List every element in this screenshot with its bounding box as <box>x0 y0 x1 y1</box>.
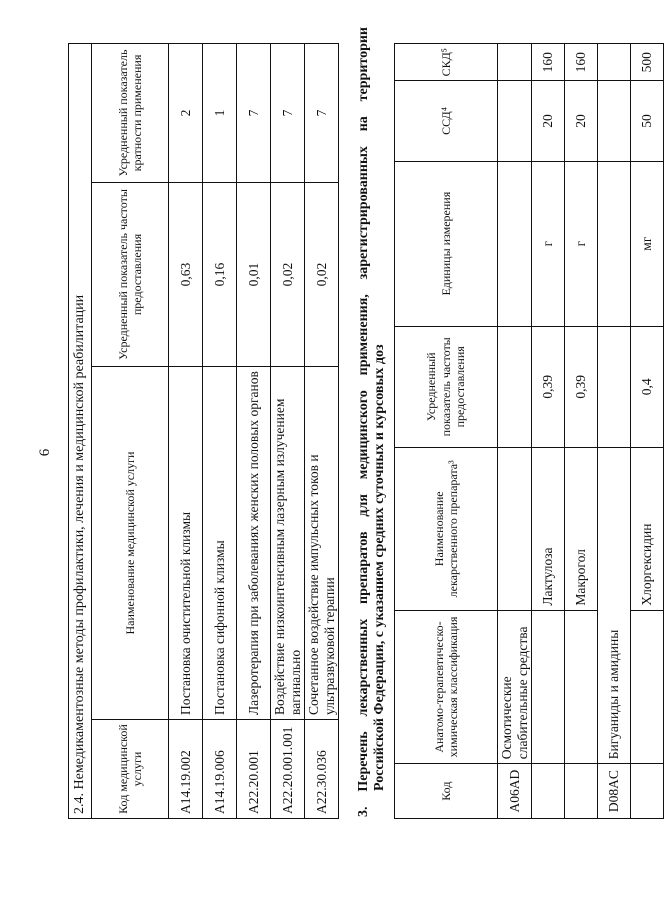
service-name: Лазеротерапия при заболеваниях женских половых органов <box>237 367 271 720</box>
header-frequency: Усредненный показатель частоты предоставления <box>92 183 169 367</box>
service-code: A22.20.001 <box>237 720 271 819</box>
service-name: Сочетанное воздействие импульсных токов и ультразвуковой терапии <box>305 367 339 720</box>
atc-code <box>532 764 565 819</box>
service-code: A14.19.006 <box>203 720 237 819</box>
table-row <box>169 44 203 819</box>
header-skd: СКД⁵ <box>395 44 498 81</box>
header-frequency: Усредненный показатель частоты предоставления <box>395 326 498 447</box>
service-code: A14.19.002 <box>169 720 203 819</box>
drug-unit <box>498 161 532 326</box>
table-row <box>631 44 664 819</box>
section-3-heading-line2: Российской Федерации, с указанием средних суточных и курсовых доз <box>372 344 388 791</box>
drug-ssd: 50 <box>631 81 664 161</box>
service-multiplicity: 7 <box>305 44 339 183</box>
service-code: A22.20.001.001 <box>271 720 305 819</box>
drug-skd: 160 <box>532 44 565 81</box>
atc-class <box>565 610 598 764</box>
drug-ssd: 20 <box>565 81 598 161</box>
header-drug-name: Наименование лекарственного препарата³ <box>395 447 498 610</box>
atc-class: Бигуаниды и амидины <box>598 447 631 763</box>
service-frequency: 0,16 <box>203 183 237 367</box>
drug-frequency <box>598 326 631 447</box>
drug-skd: 500 <box>631 44 664 81</box>
drugs-table <box>394 43 664 819</box>
header-multiplicity: Усредненный показатель кратности применения <box>92 44 169 183</box>
atc-code <box>631 764 664 819</box>
section-3-heading-line1: 3. Перечень лекарственных препаратов для медицинского применения, зарегистрированных на территории <box>356 27 371 817</box>
table-title: 2.4. Немедикаментозные методы профилактики, лечения и медицинской реабилитации <box>69 44 92 819</box>
service-multiplicity: 1 <box>203 44 237 183</box>
table-row <box>532 44 565 819</box>
service-multiplicity: 7 <box>271 44 305 183</box>
header-name: Наименование медицинской услуги <box>92 367 169 720</box>
service-name: Постановка сифонной клизмы <box>203 367 237 720</box>
service-code: A22.30.036 <box>305 720 339 819</box>
service-frequency: 0,01 <box>237 183 271 367</box>
drug-frequency: 0,39 <box>532 326 565 447</box>
table-row <box>598 44 631 819</box>
drug-unit: г <box>532 161 565 326</box>
drug-unit: г <box>565 161 598 326</box>
drug-frequency <box>498 326 532 447</box>
drug-ssd <box>598 81 631 161</box>
table-row <box>565 44 598 819</box>
atc-class <box>631 610 664 764</box>
atc-class <box>532 610 565 764</box>
service-frequency: 0,02 <box>271 183 305 367</box>
section-3-heading <box>356 27 388 817</box>
table-row <box>237 44 271 819</box>
header-code: Код медицинской услуги <box>92 720 169 819</box>
drug-unit: мг <box>631 161 664 326</box>
header-code: Код <box>395 764 498 819</box>
service-multiplicity: 7 <box>237 44 271 183</box>
non-drug-methods-table <box>68 43 339 819</box>
drug-name <box>498 447 532 610</box>
drug-ssd <box>498 81 532 161</box>
drug-skd <box>498 44 532 81</box>
header-ssd: ССД⁴ <box>395 81 498 161</box>
drug-ssd: 20 <box>532 81 565 161</box>
atc-code: D08AC <box>598 764 631 819</box>
drug-frequency: 0,4 <box>631 326 664 447</box>
drug-unit <box>598 161 631 326</box>
header-atc: Анатомо-терапевтическо-химическая классификация <box>395 610 498 764</box>
drug-frequency: 0,39 <box>565 326 598 447</box>
page-number: 6 <box>37 448 53 457</box>
service-name: Постановка очистительной клизмы <box>169 367 203 720</box>
table-row <box>271 44 305 819</box>
drug-name: Хлоргексидин <box>631 447 664 610</box>
drug-name: Макрогол <box>565 447 598 610</box>
table-row <box>498 44 532 819</box>
header-unit: Единицы измерения <box>395 161 498 326</box>
drug-skd: 160 <box>565 44 598 81</box>
table-row <box>203 44 237 819</box>
drug-name: Лактулоза <box>532 447 565 610</box>
service-name: Воздействие низкоинтенсивным лазерным излучением вагинально <box>271 367 305 720</box>
service-frequency: 0,02 <box>305 183 339 367</box>
drug-skd <box>598 44 631 81</box>
atc-code <box>565 764 598 819</box>
atc-code: A06AD <box>498 764 532 819</box>
service-multiplicity: 2 <box>169 44 203 183</box>
atc-class: Осмотические слабительные средства <box>498 610 532 764</box>
table-row <box>305 44 339 819</box>
service-frequency: 0,63 <box>169 183 203 367</box>
